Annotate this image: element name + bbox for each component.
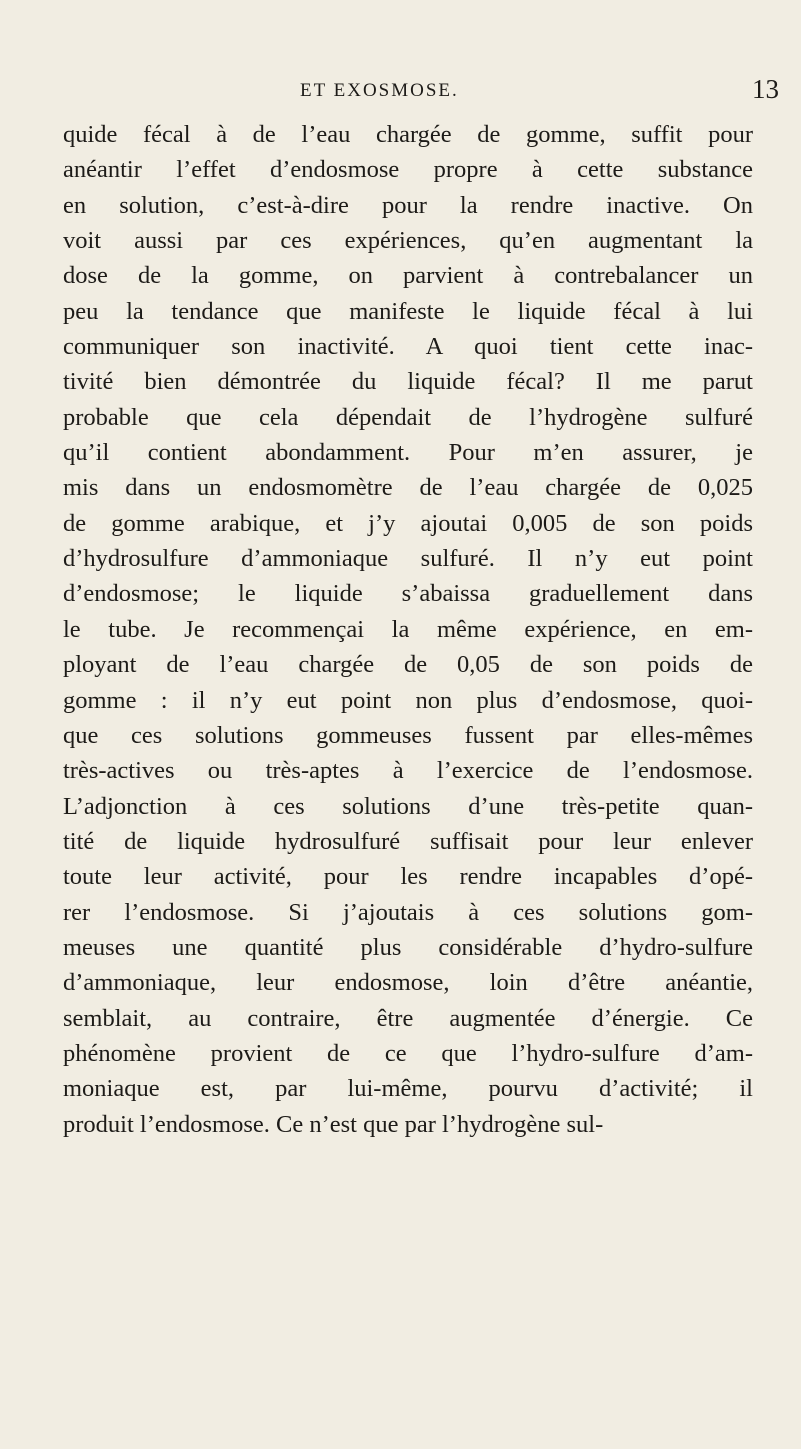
text-line: qu’il contient abondamment. Pour m’en assurer, je — [63, 439, 753, 467]
text-line: phénomène provient de ce que l’hydro-sulfure d’am- — [63, 1039, 753, 1067]
text-line: le tube. Je recommençai la même expérience, en em- — [63, 615, 753, 643]
text-line: dose de la gomme, on parvient à contrebalancer un — [63, 262, 753, 290]
text-line: communiquer son inactivité. A quoi tient cette inac- — [63, 333, 753, 361]
page-header — [0, 74, 801, 110]
text-line: produit l’endosmose. Ce n’est que par l’hydrogène sul- — [63, 1110, 604, 1138]
text-line: anéantir l’effet d’endosmose propre à cette substance — [63, 156, 753, 184]
text-line: que ces solutions gommeuses fussent par elles-mêmes — [63, 721, 753, 749]
text-line: meuses une quantité plus considérable d’hydro-sulfure — [63, 933, 753, 961]
text-line: L’adjonction à ces solutions d’une très-petite quan- — [63, 792, 753, 820]
body-text — [63, 117, 753, 1142]
text-line: gomme : il n’y eut point non plus d’endosmose, quoi- — [63, 686, 753, 714]
text-line: d’hydrosulfure d’ammoniaque sulfuré. Il n’y eut point — [63, 545, 753, 573]
text-line: tité de liquide hydrosulfuré suffisait pour leur enlever — [63, 827, 753, 855]
text-line: quide fécal à de l’eau chargée de gomme, suffit pour — [63, 121, 753, 148]
text-line: d’endosmose; le liquide s’abaissa graduellement dans — [63, 580, 753, 608]
text-line: très-actives ou très-aptes à l’exercice de l’endosmose. — [63, 757, 753, 785]
page-number: 13 — [752, 74, 779, 104]
text-line: voit aussi par ces expériences, qu’en augmentant la — [63, 227, 753, 255]
text-line: mis dans un endosmomètre de l’eau chargée de 0,025 — [63, 474, 753, 502]
text-line: d’ammoniaque, leur endosmose, loin d’être anéantie, — [63, 969, 753, 997]
text-line: probable que cela dépendait de l’hydrogène sulfuré — [63, 403, 753, 431]
text-line: tivité bien démontrée du liquide fécal? Il me parut — [63, 368, 753, 396]
text-line: de gomme arabique, et j’y ajoutai 0,005 de son poids — [63, 509, 753, 537]
text-line: semblait, au contraire, être augmentée d’énergie. Ce — [63, 1004, 753, 1032]
text-line: ployant de l’eau chargée de 0,05 de son poids de — [63, 651, 753, 679]
text-line: en solution, c’est-à-dire pour la rendre inactive. On — [63, 191, 753, 219]
text-line: moniaque est, par lui-même, pourvu d’activité; il — [63, 1075, 753, 1103]
text-line: peu la tendance que manifeste le liquide fécal à lui — [63, 297, 753, 325]
text-line: rer l’endosmose. Si j’ajoutais à ces solutions gom- — [63, 898, 753, 926]
text-line: toute leur activité, pour les rendre incapables d’opé- — [63, 863, 753, 891]
running-head: ET EXOSMOSE. — [300, 80, 459, 101]
